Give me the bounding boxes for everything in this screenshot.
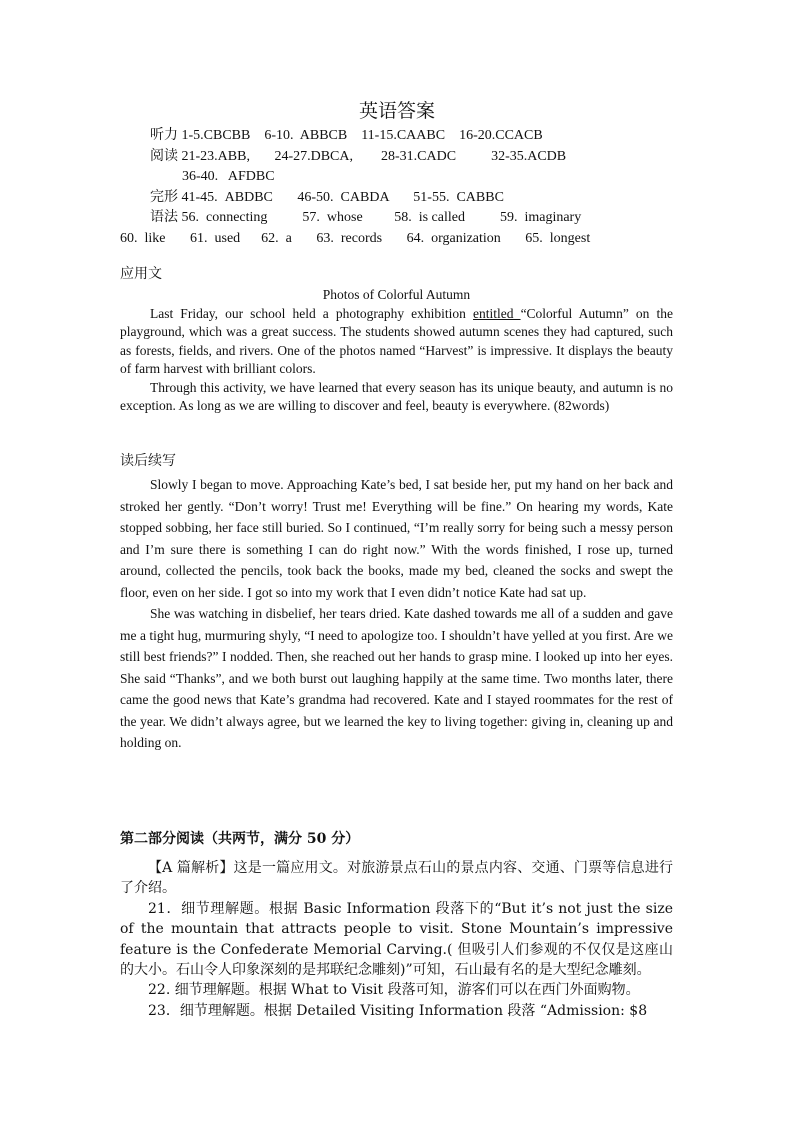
essay-paragraph xyxy=(120,305,673,379)
continuation-paragraph: Slowly I began to move. Approaching Kate’s bed, I sat beside her, put my hand on her back and stroked her gently. “Don’t worry! Trust me! Everything will be fine.” On hearing my words, Kate stopped sobbing, her face still buried. So I continued, “I’m really sorry for being such a messy person and I’m sure there is something I can do right now.” With the words finished, I rose up, turned around, collected the pencils, took back the books, made my bed, cleaned the socks and swept the floor, even on her side. I got so into my work that I even didn’t notice Kate had sat up. xyxy=(120,477,673,600)
essay-title: Photos of Colorful Autumn xyxy=(322,287,471,302)
continuation-paragraph: She was watching in disbelief, her tears dried. Kate dashed towards me all of a sudden and gave me a tight hug, murmuring shyly, “I need to apologize too. I shouldn’t have yelled at you first. Are we still best friends?” I nodded. Then, she reached out her hands to grasp mine. I looked up into her eyes. She said “Thanks”, and we both burst out laughing happily at the same time. Two months later, there came the good news that Kate’s grandma had recovered. Kate and I stayed roommates for the rest of the year. We didn’t always agree, but we learned the key to living together: giving in, cleaning up and holding on. xyxy=(120,606,673,750)
essay-text: “Colorful Autumn” on the playground, which was a great success. The students showed autumn scenes they had captured, such as forests, fields, and rivers. One of the photos named “Harvest” is impressive. It displays the beauty of farm harvest with brilliant colors. xyxy=(120,305,673,376)
writing-heading: 应用文 xyxy=(120,266,162,282)
cloze-answers: 完形 41-45. ABDBC 46-50. CABDA 51-55. CABBC xyxy=(150,189,504,205)
part2-heading: 第二部分阅读（共两节，满分 50 分） xyxy=(120,831,360,847)
analysis-intro: 【A 篇解析】这是一篇应用文。对旅游景点石山的景点内容、交通、门票等信息进行了介绍。 xyxy=(120,860,673,897)
grammar-answers: 语法 56. connecting 57. whose 58. is called 59. imaginary xyxy=(150,210,582,225)
writing-essay xyxy=(120,286,673,416)
analysis-item: 23．细节理解题。根据 Detailed Visiting Information 段落 “Admission: $8 xyxy=(148,1002,648,1019)
listening-answers: 听力 1-5.CBCBB 6-10. ABBCB 11-15.CAABC 16-20.CCACB xyxy=(150,128,543,143)
analysis-item: 22. 细节理解题。根据 What to Visit 段落可知，游客们可以在西门外面购物。 xyxy=(148,982,640,999)
analysis-item: 21．细节理解题。根据 Basic Information 段落下的“But it’s not just the size of the mountain that attracts people to visit. Stone Mountain’s impressive feature is the Confederate Memorial Carving.( 但吸引人们参观的不仅仅是这座山的大小。石山令人印象深刻的是邦联纪念雕刻)”可知，石山最有名的是大型纪念雕刻。 xyxy=(120,900,673,979)
reading-analysis xyxy=(120,858,673,1021)
continuation-heading: 读后续写 xyxy=(120,453,176,469)
reading-answers-continued: 36-40. AFDBC xyxy=(182,169,275,184)
essay-paragraph: Through this activity, we have learned that every season has its unique beauty, and autumn is no exception. As long as we are willing to discover and feel, beauty is everywhere. (82words) xyxy=(120,379,673,413)
continuation-essay xyxy=(120,474,673,754)
answer-key xyxy=(120,126,680,249)
underlined-word: entitled xyxy=(473,305,521,321)
reading-answers: 阅读 21-23.ABB, 24-27.DBCA, 28-31.CADC 32-35.ACDB xyxy=(150,148,567,164)
page-title: 英语答案 xyxy=(358,100,435,122)
grammar-answers-continued: 60. like 61. used 62. a 63. records 64. organization 65. longest xyxy=(120,230,591,246)
essay-text: Last Friday, our school held a photography exhibition xyxy=(150,305,473,321)
